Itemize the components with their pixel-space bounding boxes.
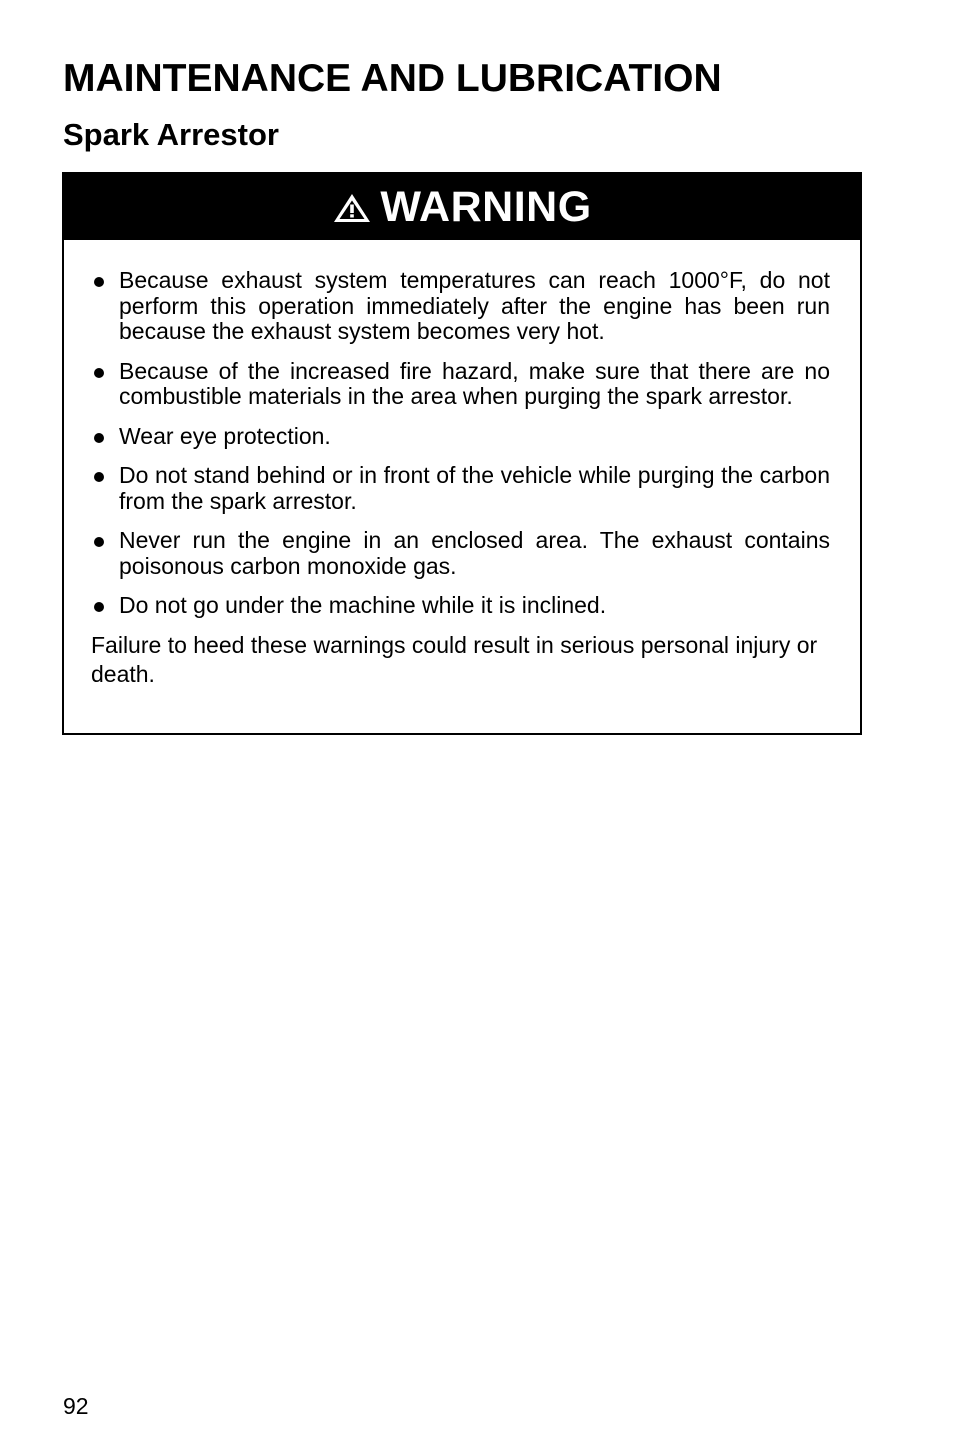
warning-item	[91, 463, 830, 514]
warning-item-text: Do not go under the machine while it is inclined.	[119, 592, 607, 618]
warning-header	[64, 174, 860, 240]
warning-body	[64, 240, 860, 689]
bullet-icon	[94, 602, 104, 612]
bullet-icon	[94, 277, 104, 287]
warning-item	[91, 424, 830, 450]
warning-item-text: Because exhaust system temperatures can reach 1000°F, do not perform this operation immediately after the engine has been run because the exhaust system becomes very hot.	[119, 267, 830, 344]
page-number: 92	[63, 1393, 89, 1419]
warning-box	[62, 172, 862, 735]
warning-item-text: Never run the engine in an enclosed area. The exhaust contains poisonous carbon monoxide gas.	[119, 527, 830, 579]
warning-item	[91, 268, 830, 345]
warning-item	[91, 593, 830, 619]
section-title: MAINTENANCE AND LUBRICATION	[63, 57, 722, 100]
warning-item-text: Do not stand behind or in front of the vehicle while purging the carbon from the spark arrestor.	[119, 462, 830, 514]
warning-item-text: Because of the increased fire hazard, make sure that there are no combustible materials in the area when purging the spark arrestor.	[119, 357, 830, 409]
bullet-icon	[94, 537, 104, 547]
warning-item	[91, 528, 830, 579]
bullet-icon	[94, 472, 104, 482]
subsection-title: Spark Arrestor	[63, 117, 279, 152]
bullet-icon	[94, 368, 104, 378]
warning-item	[91, 359, 830, 410]
warning-triangle-icon	[332, 192, 372, 224]
warning-list	[91, 268, 830, 619]
warning-item-text: Wear eye protection.	[119, 422, 331, 449]
bullet-icon	[94, 433, 104, 443]
warning-label: WARNING	[380, 183, 592, 231]
warning-footer: Failure to heed these warnings could result in serious personal injury or death.	[91, 631, 818, 687]
